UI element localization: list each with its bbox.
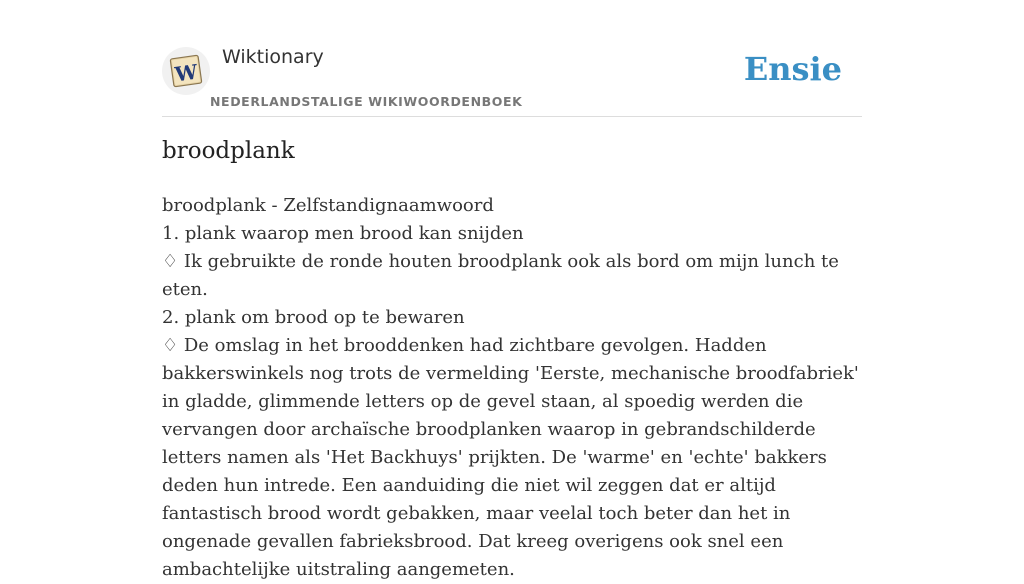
site-subtitle: NEDERLANDSTALIGE WIKIWOORDENBOEK [210, 94, 523, 109]
example-1: ♢ Ik gebruikte de ronde houten broodplank ook als bord om mijn lunch te eten. [162, 251, 839, 300]
page-title: broodplank [162, 138, 295, 164]
example-2: ♢ De omslag in het brooddenken had zichtbare gevolgen. Hadden bakkerswinkels nog trots de vermelding 'Eerste, mechanische broodfabriek' in gladde, glimmende letters op de gevel staan, al spoedig werden die vervangen door archaïsche broodplanken waarop in gebrandschilderde letters namen als 'Het Backhuys' prijkten. De 'warme' en 'echte' bakkers deden hun intrede. Een aanduiding die niet wil zeggen dat er altijd fantastisch brood wordt gebakken, maar veelal toch beter dan het in ongenade gevallen fabrieksbrood. Dat kreeg overigens ook snel een ambachtelijke uitstraling aangemeten. [162, 335, 859, 580]
wiktionary-w-tile-icon [162, 47, 210, 95]
wiktionary-logo-icon[interactable] [162, 47, 210, 95]
site-header [162, 40, 862, 117]
site-name[interactable]: Wiktionary [222, 46, 324, 68]
ensie-brand-link[interactable]: Ensie [743, 50, 842, 88]
entry-heading: broodplank - Zelfstandignaamwoord [162, 195, 494, 216]
entry-content [162, 192, 864, 584]
logo-letter: W [173, 59, 200, 87]
definition-1: 1. plank waarop men brood kan snijden [162, 223, 524, 244]
definition-2: 2. plank om brood op te bewaren [162, 307, 465, 328]
